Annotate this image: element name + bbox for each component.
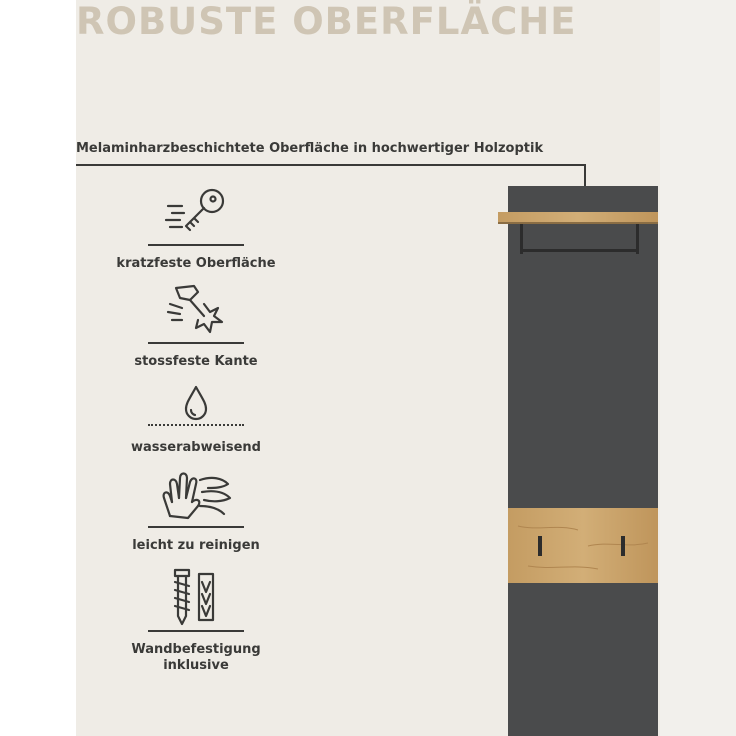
screw-dowel-icon xyxy=(171,568,221,626)
key-scratch-icon xyxy=(164,186,228,240)
divider xyxy=(148,244,244,246)
divider xyxy=(148,526,244,528)
feature-label: kratzfeste Oberfläche xyxy=(116,256,276,271)
left-margin xyxy=(0,0,76,736)
hand-cloth-icon xyxy=(156,468,236,522)
feature-water-repellent xyxy=(96,384,296,456)
feature-scratch-resistant xyxy=(96,186,296,272)
coat-rack-panel-illustration xyxy=(498,186,658,736)
water-drop-icon xyxy=(176,384,216,422)
feature-label: leicht zu reinigen xyxy=(132,538,260,553)
divider xyxy=(148,630,244,632)
divider xyxy=(148,342,244,344)
feature-wall-mounting xyxy=(96,568,296,674)
feature-label: stossfeste Kante xyxy=(134,354,258,369)
hammer-impact-icon xyxy=(164,282,228,338)
feature-label: wasserabweisend xyxy=(131,440,261,455)
feature-label: Wandbefestigung inklusive xyxy=(131,642,261,673)
divider xyxy=(148,424,244,426)
feature-easy-clean xyxy=(96,468,296,554)
page-title: ROBUSTE OBERFLÄCHE xyxy=(76,0,577,43)
feature-impact-resistant xyxy=(96,282,296,370)
callout-text: Melaminharzbeschichtete Oberfläche in hochwertiger Holzoptik xyxy=(76,141,544,156)
